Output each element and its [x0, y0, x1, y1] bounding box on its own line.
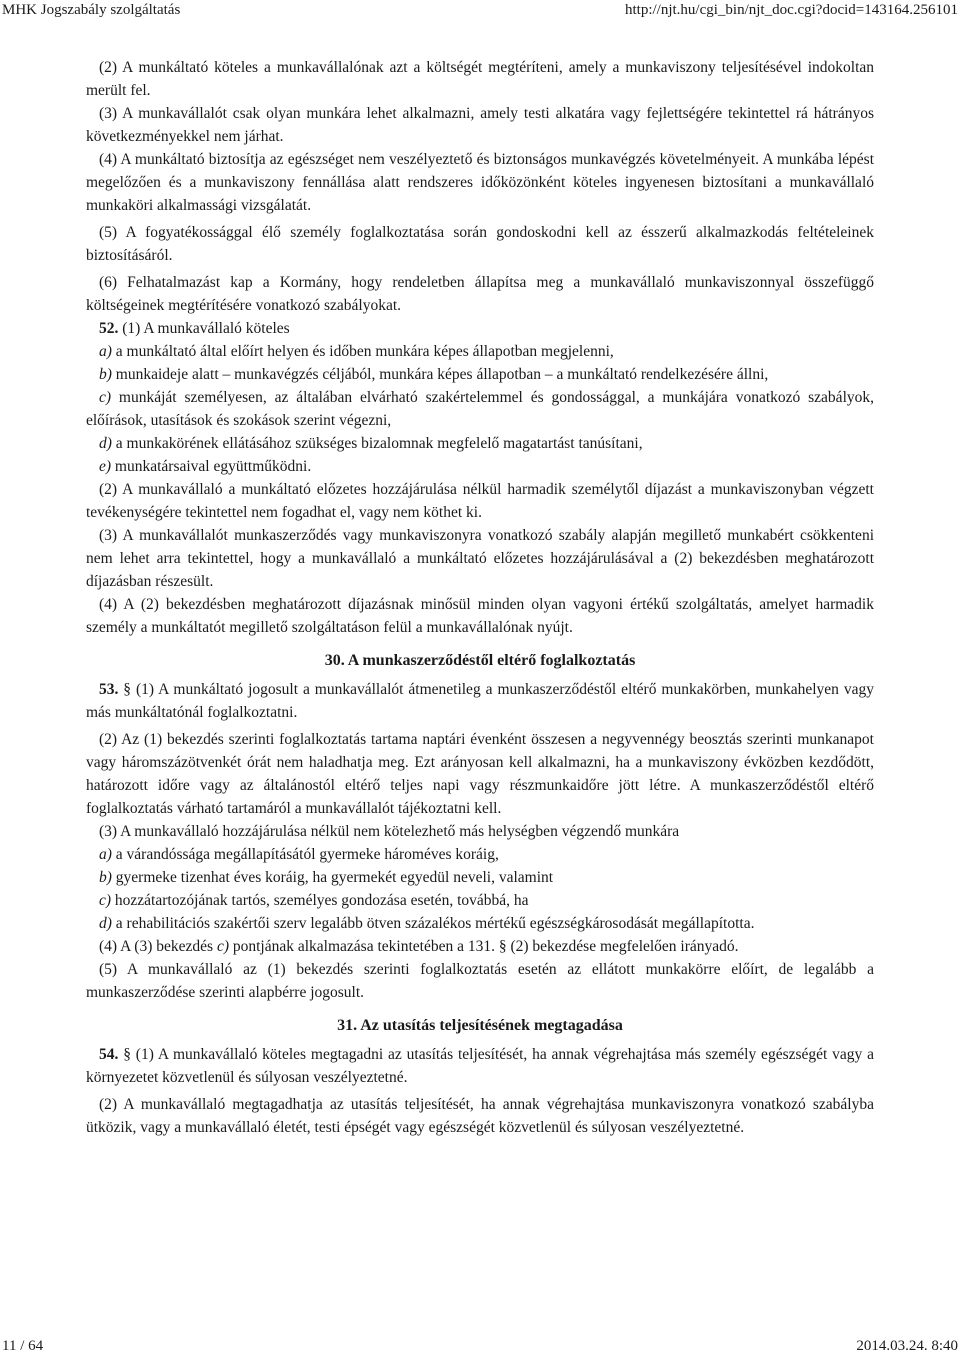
page-number: 11 / 64 [2, 1338, 44, 1354]
paragraph: (5) A fogyatékossággal élő személy foglalkoztatása során gondoskodni kell az ésszerű alkalmazkodás feltételeinek biztosításáról. [86, 224, 874, 264]
header-url[interactable]: http://njt.hu/cgi_bin/njt_doc.cgi?docid=143164.256101 [624, 2, 958, 18]
list-item: b) gyermeke tizenhat éves koráig, ha gyermekét egyedül neveli, valamint [99, 869, 554, 886]
section-53-intro: 53. § (1) A munkáltató jogosult a munkavállalót átmenetileg a munkaszerződéstől eltérő munkakörben, munkahelyen vagy más munkáltatónál foglalkoztatni. [86, 681, 874, 721]
paragraph: (5) A munkavállaló az (1) bekezdés szerinti foglalkoztatás esetén az ellátott munkakörre előírt, de legalább a munkaszerződése szerinti alapbérre jogosult. [86, 961, 874, 1001]
list-item: a) a várandóssága megállapításától gyermeke hároméves koráig, [99, 846, 499, 863]
list-item: e) munkatársaival együttműködni. [99, 458, 312, 475]
print-datetime: 2014.03.24. 8:40 [856, 1338, 958, 1354]
document-body [86, 56, 874, 1139]
paragraph: (3) A munkavállalót munkaszerződés vagy munkaviszonyra vonatkozó szabály alapján megillető munkabért csökkenteni nem lehet arra tekintettel, hogy a munkavállaló a munkáltató előzetes hozzájárulásával a (2) bekezdésben meghatározott díjazásban részesült. [86, 527, 874, 590]
section-number: 54. [99, 1046, 119, 1063]
paragraph: (2) Az (1) bekezdés szerinti foglalkoztatás tartama naptári évenként összesen a negyvennégy beosztás szerinti munkanapot vagy háromszázötvenkét órát nem haladhatja meg. Ezt arányosan kell alkalmazni, ha a munkaviszony évközben kezdődött, határozott időre vagy az általánostól eltérő teljes napi vagy részmunkaidőre jött létre. A munkaszerződéstől eltérő foglalkoztatás várható tartamáról a munkavállalót tájékoztatni kell. [86, 731, 874, 817]
page-header [0, 0, 960, 22]
section-number: 52. [99, 320, 119, 337]
paragraph: (2) A munkavállaló megtagadhatja az utasítás teljesítését, ha annak végrehajtása munkaviszonyra vonatkozó szabályba ütközik, vagy a munkavállaló életét, testi épségét vagy egészségét közvetlenül és súlyosan veszélyeztetné. [86, 1096, 874, 1136]
list-item: b) munkaideje alatt – munkavégzés céljából, munkára képes állapotban – a munkáltató rendelkezésére állni, [99, 366, 769, 383]
list-item: c) munkáját személyesen, az általában elvárható szakértelemmel és gondossággal, a munkájára vonatkozó szabályok, előírások, utasítások és szokások szerint végezni, [86, 389, 874, 429]
paragraph: (3) A munkavállaló hozzájárulása nélkül nem kötelezhető más helységben végzendő munkára [99, 823, 680, 840]
paragraph: (4) A (3) bekezdés c) pontjának alkalmazása tekintetében a 131. § (2) bekezdése megfelelően irányadó. [99, 938, 739, 955]
list-item: a) a munkáltató által előírt helyen és időben munkára képes állapotban megjelenni, [99, 343, 614, 360]
paragraph: (3) A munkavállalót csak olyan munkára lehet alkalmazni, amely testi alkatára vagy fejlettségére tekintettel rá hátrányos következményekkel nem járhat. [86, 105, 874, 145]
section-54-intro: 54. § (1) A munkavállaló köteles megtagadni az utasítás teljesítését, ha annak végrehajtása más személy egészségét vagy a környezetet közvetlenül és súlyosan veszélyeztetné. [86, 1046, 874, 1086]
section-52-intro: 52. (1) A munkavállaló köteles [99, 320, 290, 337]
header-source: MHK Jogszabály szolgáltatás [2, 2, 181, 18]
section-heading: 31. Az utasítás teljesítésének megtagadása [337, 1017, 623, 1034]
paragraph: (4) A (2) bekezdésben meghatározott díjazásnak minősül minden olyan vagyoni értékű szolgáltatás, amelyet harmadik személy a munkáltatót megillető szolgáltatáson felül a munkavállalónak nyújt. [86, 596, 874, 636]
paragraph: (2) A munkáltató köteles a munkavállalónak azt a költségét megtéríteni, amely a munkaviszony teljesítésével indokoltan merült fel. [86, 59, 874, 99]
section-number: 53. [99, 681, 119, 698]
list-item: d) a rehabilitációs szakértői szerv legalább ötven százalékos mértékű egészségkárosodását megállapította. [99, 915, 755, 932]
list-item: d) a munkakörének ellátásához szükséges bizalomnak megfelelő magatartást tanúsítani, [99, 435, 643, 452]
paragraph: (6) Felhatalmazást kap a Kormány, hogy rendeletben állapítsa meg a munkavállaló munkaviszonnyal összefüggő költségeinek megtérítésére vonatkozó szabályokat. [86, 274, 874, 314]
section-heading: 30. A munkaszerződéstől eltérő foglalkoztatás [324, 652, 636, 669]
list-item: c) hozzátartozójának tartós, személyes gondozása esetén, továbbá, ha [99, 892, 529, 909]
page-footer [0, 1335, 960, 1357]
paragraph: (4) A munkáltató biztosítja az egészséget nem veszélyeztető és biztonságos munkavégzés követelményeit. A munkába lépést megelőzően és a munkaviszony fennállása alatt rendszeres időközönként köteles ingyenesen biztosítani a munkavállaló munkaköri alkalmassági vizsgálatát. [86, 151, 874, 214]
paragraph: (2) A munkavállaló a munkáltató előzetes hozzájárulása nélkül harmadik személytől díjazást a munkaviszonyban végzett tevékenységére tekintettel nem fogadhat el, vagy nem köthet ki. [86, 481, 874, 521]
